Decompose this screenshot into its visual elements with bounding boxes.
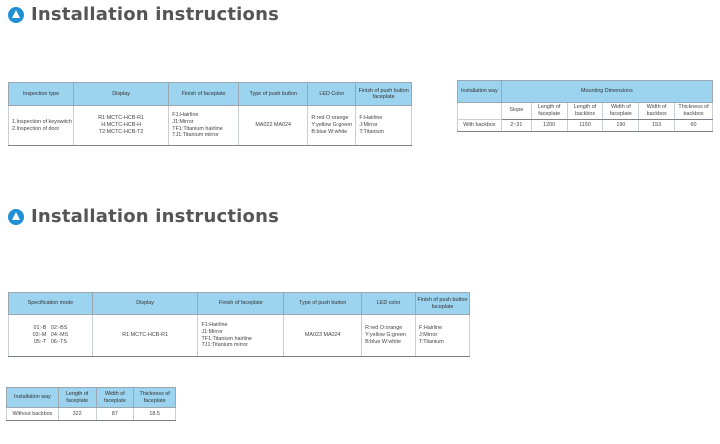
col-header: Finish of faceplate bbox=[198, 293, 284, 315]
cell-text: B:blue W:white bbox=[311, 128, 348, 135]
col-header: Display bbox=[92, 293, 198, 315]
table-row bbox=[7, 408, 176, 421]
col-header: Specification mode bbox=[9, 293, 93, 315]
cell-text: R1:MCTC-HCB-R1 bbox=[98, 115, 145, 122]
cell-text: 190 bbox=[603, 119, 639, 131]
table-row bbox=[9, 315, 470, 357]
cell-text: H:MCTC-HCB-H bbox=[101, 122, 142, 129]
col-header: Type of push button bbox=[284, 293, 362, 315]
col-header: Display bbox=[73, 83, 168, 106]
cell-text: F1:Hairline bbox=[172, 112, 199, 118]
subheader: Width of faceplate bbox=[603, 103, 639, 120]
section-heading-2 bbox=[8, 206, 279, 227]
cell-text: 2~31 bbox=[501, 119, 531, 131]
cell-text: T:Titanium bbox=[359, 128, 385, 135]
cell-text: MA022 MA024 bbox=[239, 106, 308, 146]
cell-text: F:Hairline bbox=[419, 325, 443, 332]
cell-text: T:Titanium bbox=[419, 338, 444, 345]
table-row bbox=[458, 119, 713, 131]
col-header: LED Color bbox=[308, 83, 356, 106]
cell-text: MA023 MA024 bbox=[284, 315, 362, 357]
cell-text: 05:-T 06:-TS bbox=[33, 338, 67, 345]
col-header: Mounting Dimensions bbox=[501, 81, 712, 103]
cell-text: 60 bbox=[675, 119, 713, 131]
cell-text: B:blue W:white bbox=[365, 338, 401, 345]
mounting-dimensions-table bbox=[457, 80, 713, 132]
inspection-spec-table bbox=[8, 82, 412, 146]
col-header: Installation way bbox=[458, 81, 502, 103]
col-header: LED color bbox=[362, 293, 416, 315]
cell-text: 87 bbox=[96, 408, 134, 421]
cell-text: 1200 bbox=[531, 119, 567, 131]
cell-text: 03:-M 04:-MS bbox=[32, 332, 69, 339]
table-row bbox=[9, 106, 412, 146]
cell-text: With backbox bbox=[458, 119, 502, 131]
cell-text: J1:Mirror bbox=[172, 118, 194, 125]
cell-text: Y:yellow G:green bbox=[311, 122, 353, 129]
section-title: Installation instructions bbox=[31, 206, 280, 227]
subheader: Slope bbox=[501, 103, 531, 120]
up-arrow-icon bbox=[8, 7, 24, 23]
col-header: Inspection type bbox=[9, 83, 74, 106]
cell-text: 18.5 bbox=[134, 408, 176, 421]
cell-text: 1.Inspection of keyswitch bbox=[12, 118, 72, 125]
col-header: Length of faceplate bbox=[58, 388, 96, 408]
cell-text: F:Hairline bbox=[359, 115, 383, 122]
col-header: Type of push button bbox=[239, 83, 308, 106]
section-heading-1 bbox=[8, 4, 279, 25]
subheader: Width of backbox bbox=[639, 103, 675, 120]
cell-text: F1:Hairline bbox=[201, 322, 228, 328]
cell-text: T2:MCTC-HCB-T2 bbox=[98, 128, 144, 135]
specification-table bbox=[8, 292, 470, 357]
section-title: Installation instructions bbox=[31, 4, 280, 25]
col-header: Finish of push button faceplate bbox=[356, 83, 412, 106]
cell-text: R:red O:orange bbox=[311, 115, 349, 122]
cell-text: TJ1:Titanium mirror bbox=[201, 342, 249, 349]
col-header: Thickness of faceplate bbox=[134, 388, 176, 408]
cell-text: TJ1:Titanium mirror bbox=[172, 132, 219, 139]
cell-text: J1:Mirror bbox=[201, 328, 223, 335]
subheader: Length of faceplate bbox=[531, 103, 567, 120]
col-header: Finish of faceplate bbox=[169, 83, 239, 106]
cell-text: J:Mirror bbox=[419, 332, 438, 339]
subheader: Thickness of backbox bbox=[675, 103, 713, 120]
col-header: Width of faceplate bbox=[96, 388, 134, 408]
cell-text: J:Mirror bbox=[359, 122, 378, 129]
up-arrow-icon bbox=[8, 209, 24, 225]
subheader: Length of backbox bbox=[567, 103, 603, 120]
cell-text: 1150 bbox=[567, 119, 603, 131]
cell-text: Y:yellow G:green bbox=[365, 332, 406, 339]
cell-text: 2.Inspection of door bbox=[12, 125, 60, 132]
col-header: Installation way bbox=[7, 388, 59, 408]
col-header: Finish of push button faceplate bbox=[416, 293, 470, 315]
cell-text: R1:MCTC-HCB-R1 bbox=[92, 315, 198, 357]
cell-text: TF1:Titanium hairline bbox=[201, 335, 252, 342]
cell-text: R:red O:orange bbox=[365, 325, 403, 332]
faceplate-dimensions-table bbox=[6, 387, 176, 421]
cell-text: Without backbox bbox=[7, 408, 59, 421]
cell-text: 01:-B 02:-BS bbox=[33, 325, 68, 332]
cell-text: 153 bbox=[639, 119, 675, 131]
cell-text: TF1:Titanium hairline bbox=[172, 125, 223, 132]
cell-text: 322 bbox=[58, 408, 96, 421]
